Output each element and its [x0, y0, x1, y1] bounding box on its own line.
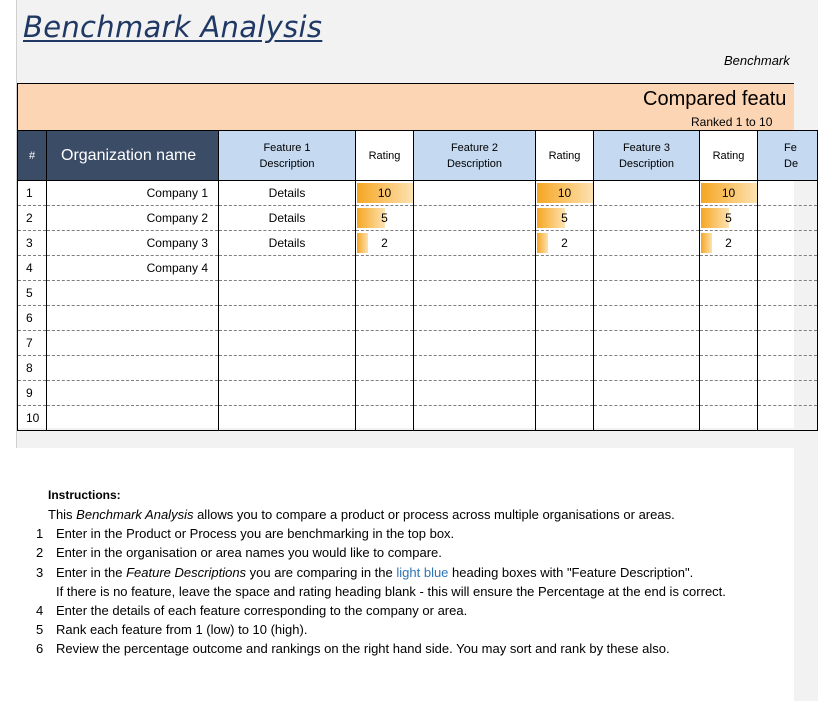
header-rating-3: Rating	[700, 131, 758, 181]
feature-4-cell[interactable]	[758, 406, 818, 431]
step-2-num: 2	[36, 545, 44, 560]
intro-post: allows you to compare a product or process across multiple organisations or areas.	[193, 507, 675, 522]
intro-em: Benchmark Analysis	[76, 507, 194, 522]
feature-4-cell[interactable]	[758, 256, 818, 281]
table-row	[18, 206, 818, 231]
feature-4-cell[interactable]	[758, 206, 818, 231]
header-number: #	[18, 131, 47, 181]
step-6-num: 6	[36, 641, 44, 656]
feature-1-cell[interactable]: Details	[219, 231, 356, 256]
row-number: 3	[18, 231, 47, 256]
rating-cell[interactable]	[356, 231, 414, 256]
rating-cell[interactable]	[700, 381, 758, 406]
row-number: 8	[18, 356, 47, 381]
step-3-pre: Enter in the	[56, 565, 127, 580]
rating-cell[interactable]	[536, 181, 594, 206]
rating-cell[interactable]	[356, 206, 414, 231]
rating-bar	[357, 233, 368, 253]
rating-bar	[701, 233, 712, 253]
row-number: 7	[18, 331, 47, 356]
feature-4-cell[interactable]	[758, 306, 818, 331]
header-organization: Organization name	[47, 131, 219, 181]
feature-3-cell[interactable]	[594, 406, 700, 431]
rating-cell[interactable]	[700, 231, 758, 256]
rating-cell[interactable]	[700, 306, 758, 331]
feature-4-cell[interactable]	[758, 281, 818, 306]
step-3-text	[56, 565, 693, 580]
rating-cell[interactable]	[536, 281, 594, 306]
intro-pre: This	[48, 507, 77, 522]
rating-value: 10	[377, 186, 392, 200]
row-number: 6	[18, 306, 47, 331]
table-row	[18, 281, 818, 306]
feature-2-cell[interactable]	[414, 206, 536, 231]
row-number: 2	[18, 206, 47, 231]
step-1-text: Enter in the Product or Process you are benchmarking in the top box.	[56, 526, 455, 541]
compared-features-banner	[17, 83, 794, 130]
rating-cell[interactable]	[700, 206, 758, 231]
header-feature-3-line1: Feature 3	[622, 141, 671, 154]
feature-1-cell[interactable]	[219, 381, 356, 406]
rating-value: 10	[721, 186, 736, 200]
rating-value: 2	[381, 236, 388, 250]
organization-cell[interactable]	[47, 356, 219, 381]
feature-1-cell[interactable]	[219, 306, 356, 331]
table-row	[18, 331, 818, 356]
feature-1-cell[interactable]	[219, 281, 356, 306]
rating-cell[interactable]	[700, 181, 758, 206]
feature-2-cell[interactable]	[414, 181, 536, 206]
organization-cell[interactable]	[47, 381, 219, 406]
step-5-text: Rank each feature from 1 (low) to 10 (high).	[56, 622, 308, 637]
step-4-text: Enter the details of each feature corresponding to the company or area.	[56, 603, 468, 618]
rating-cell[interactable]	[356, 306, 414, 331]
header-feature-2[interactable]	[414, 131, 536, 181]
rating-cell[interactable]	[700, 356, 758, 381]
header-feature-2-line2: Description	[446, 157, 503, 170]
rating-cell[interactable]	[356, 331, 414, 356]
page-title: Benchmark Analysis	[23, 10, 323, 44]
header-rating-2: Rating	[536, 131, 594, 181]
rating-bar	[537, 233, 548, 253]
step-6-text: Review the percentage outcome and rankings on the right hand side. You may sort and rank by these also.	[56, 641, 670, 656]
feature-4-cell[interactable]	[758, 181, 818, 206]
rating-cell[interactable]	[700, 331, 758, 356]
row-number: 5	[18, 281, 47, 306]
row-number: 9	[18, 381, 47, 406]
rating-value: 5	[381, 211, 388, 225]
header-feature-4[interactable]	[758, 131, 818, 181]
feature-4-cell[interactable]	[758, 231, 818, 256]
step-3-continued: If there is no feature, leave the space and rating heading blank - this will ensure the Percentage at the end is correct.	[56, 584, 726, 599]
rating-value: 10	[557, 186, 572, 200]
rating-cell[interactable]	[536, 256, 594, 281]
header-feature-1-line2: Description	[259, 157, 315, 170]
rating-cell[interactable]	[356, 256, 414, 281]
feature-3-cell[interactable]	[594, 181, 700, 206]
feature-1-cell[interactable]	[219, 256, 356, 281]
step-4-num: 4	[36, 603, 44, 618]
rating-cell[interactable]	[536, 206, 594, 231]
rating-cell[interactable]	[356, 381, 414, 406]
feature-3-cell[interactable]	[594, 381, 700, 406]
step-3-post: heading boxes with "Feature Description".	[448, 565, 694, 580]
benchmark-table	[17, 130, 818, 431]
table-row	[18, 231, 818, 256]
organization-cell[interactable]	[47, 331, 219, 356]
feature-1-cell[interactable]	[219, 406, 356, 431]
table-row	[18, 406, 818, 431]
banner-title: Compared featu	[643, 88, 787, 110]
feature-3-cell[interactable]	[594, 306, 700, 331]
rating-cell[interactable]	[356, 406, 414, 431]
step-3-mid: you are comparing in the	[246, 565, 397, 580]
step-3-num: 3	[36, 565, 44, 580]
feature-3-cell[interactable]	[594, 231, 700, 256]
feature-1-cell[interactable]	[219, 356, 356, 381]
header-feature-3-line2: Description	[618, 157, 675, 170]
organization-cell[interactable]: Company 1	[47, 181, 219, 206]
organization-cell[interactable]: Company 2	[47, 206, 219, 231]
feature-2-cell[interactable]	[414, 306, 536, 331]
rating-cell[interactable]	[700, 256, 758, 281]
step-2-text: Enter in the organisation or area names you would like to compare.	[56, 545, 442, 560]
feature-2-cell[interactable]	[414, 231, 536, 256]
rating-cell[interactable]	[536, 406, 594, 431]
feature-2-cell[interactable]	[414, 406, 536, 431]
row-number: 10	[18, 406, 47, 431]
table-row	[18, 356, 818, 381]
rating-value: 5	[561, 211, 568, 225]
organization-cell[interactable]	[47, 281, 219, 306]
rating-cell[interactable]	[700, 406, 758, 431]
rating-cell[interactable]	[700, 281, 758, 306]
rating-value: 5	[725, 211, 732, 225]
rating-value: 2	[561, 236, 568, 250]
step-5-num: 5	[36, 622, 44, 637]
banner-subtitle: Ranked 1 to 10	[691, 115, 773, 129]
rating-value: 2	[725, 236, 732, 250]
header-feature-4-line2: De	[784, 157, 799, 170]
feature-3-cell[interactable]	[594, 331, 700, 356]
rating-cell[interactable]	[356, 281, 414, 306]
feature-1-cell[interactable]: Details	[219, 181, 356, 206]
feature-1-cell[interactable]: Details	[219, 206, 356, 231]
table-row	[18, 181, 818, 206]
header-feature-3[interactable]	[594, 131, 700, 181]
product-label: Benchmark	[724, 53, 790, 68]
header-feature-4-line1: Fe	[784, 141, 797, 154]
feature-3-cell[interactable]	[594, 281, 700, 306]
instructions-heading: Instructions:	[48, 488, 121, 502]
feature-2-cell[interactable]	[414, 331, 536, 356]
row-number: 1	[18, 181, 47, 206]
feature-2-cell[interactable]	[414, 281, 536, 306]
feature-3-cell[interactable]	[594, 356, 700, 381]
rating-cell[interactable]	[536, 231, 594, 256]
step-3-blue: light blue	[396, 565, 449, 580]
step-3-em: Feature Descriptions	[126, 565, 247, 580]
feature-1-cell[interactable]	[219, 331, 356, 356]
feature-3-cell[interactable]	[594, 206, 700, 231]
rating-cell[interactable]	[536, 331, 594, 356]
table-row	[18, 381, 818, 406]
header-rating-1: Rating	[356, 131, 414, 181]
organization-cell[interactable]	[47, 306, 219, 331]
header-feature-2-line1: Feature 2	[450, 141, 499, 154]
organization-cell[interactable]: Company 3	[47, 231, 219, 256]
rating-cell[interactable]	[356, 356, 414, 381]
feature-3-cell[interactable]	[594, 256, 700, 281]
header-feature-1[interactable]	[219, 131, 356, 181]
feature-4-cell[interactable]	[758, 356, 818, 381]
organization-cell[interactable]: Company 4	[47, 256, 219, 281]
rating-cell[interactable]	[536, 381, 594, 406]
rating-cell[interactable]	[536, 306, 594, 331]
header-feature-1-line1: Feature 1	[263, 141, 311, 154]
rating-cell[interactable]	[356, 181, 414, 206]
organization-cell[interactable]	[47, 406, 219, 431]
feature-2-cell[interactable]	[414, 356, 536, 381]
feature-2-cell[interactable]	[414, 256, 536, 281]
table-row	[18, 256, 818, 281]
step-1-num: 1	[36, 526, 44, 541]
feature-4-cell[interactable]	[758, 381, 818, 406]
row-number: 4	[18, 256, 47, 281]
table-row	[18, 306, 818, 331]
feature-2-cell[interactable]	[414, 381, 536, 406]
feature-4-cell[interactable]	[758, 331, 818, 356]
instructions-panel	[0, 448, 794, 701]
instructions-intro	[48, 507, 675, 522]
rating-cell[interactable]	[536, 356, 594, 381]
